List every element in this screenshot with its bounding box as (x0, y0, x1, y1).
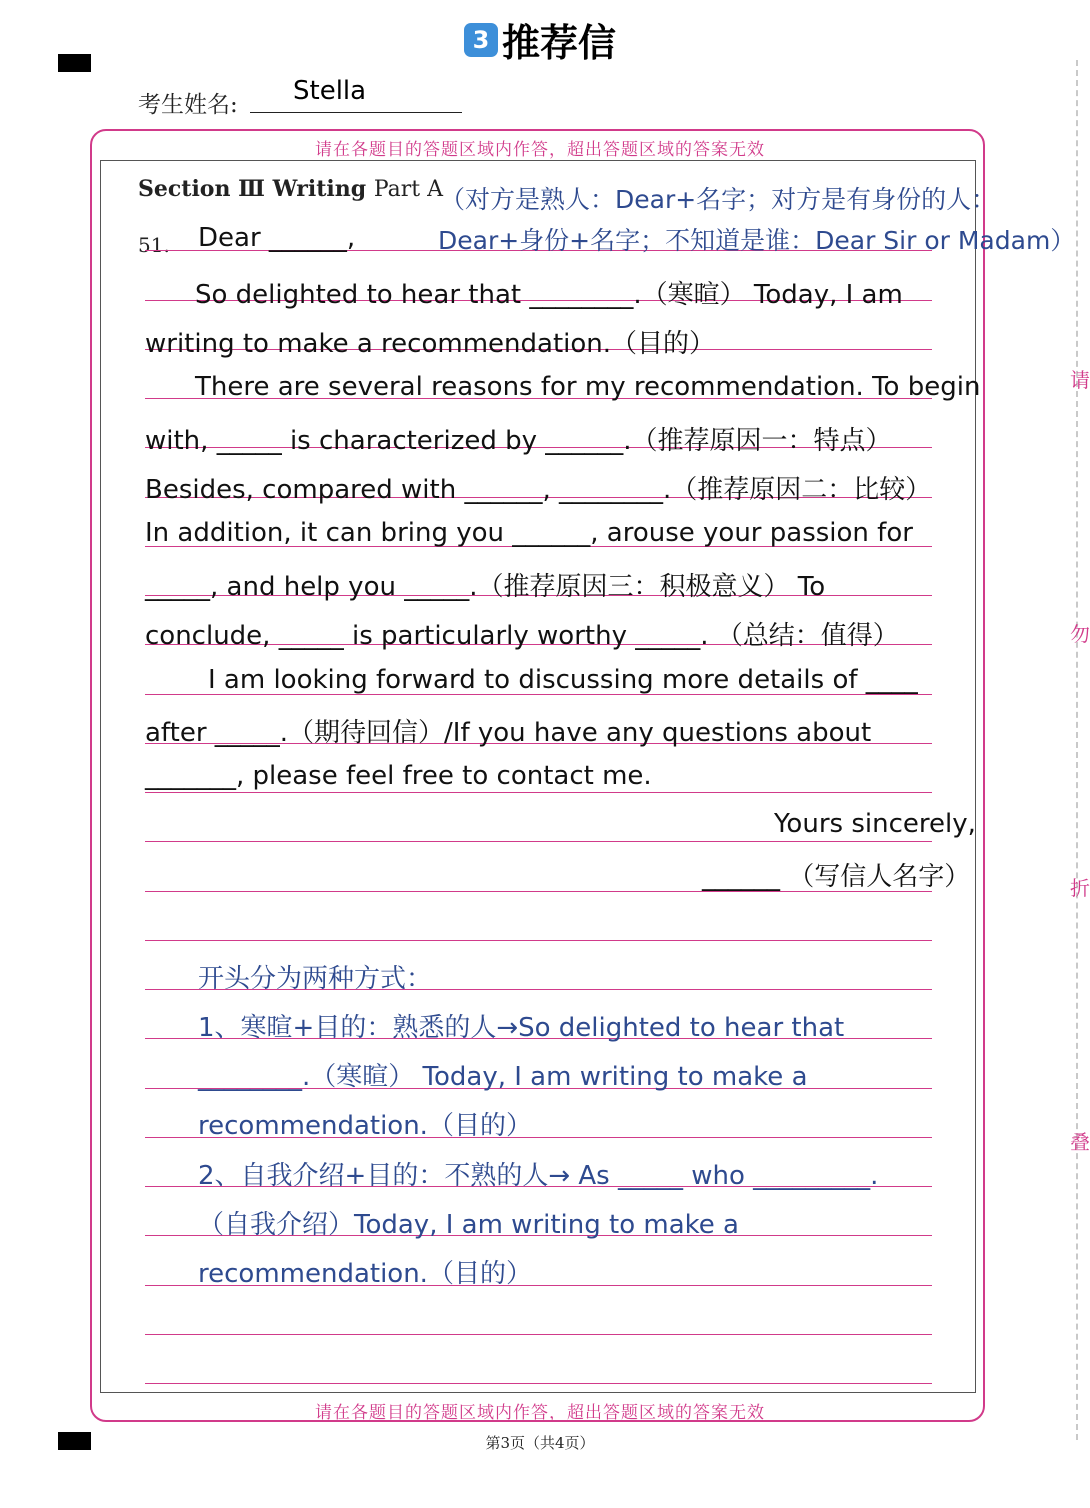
letter-line: after _____.（期待回信）/If you have any questions about (145, 718, 872, 748)
ruled-line (145, 1383, 932, 1384)
tips-line: recommendation.（目的） (198, 1259, 532, 1289)
tips-line: 1、寒暄+目的：熟悉的人→So delighted to hear that (198, 1013, 845, 1043)
warning-bottom: 请在各题目的答题区域内作答，超出答题区域的答案无效 (315, 1403, 765, 1423)
name-underline (250, 112, 462, 113)
closing: Yours sincerely, (774, 809, 976, 839)
title-text: 推荐信 (501, 21, 616, 65)
ruled-line (145, 940, 932, 941)
name-label: 考生姓名: (138, 92, 238, 118)
section-title: Section Ⅲ Writing (138, 176, 367, 202)
side-char-3: 折 (1070, 876, 1090, 900)
salutation: Dear ______, (198, 223, 356, 253)
ruled-line (145, 841, 932, 842)
tips-line: （自我介绍）Today, I am writing to make a (198, 1210, 739, 1240)
tips-line: ________.（寒暄） Today, I am writing to make a (198, 1062, 808, 1092)
side-char-2: 勿 (1070, 622, 1090, 646)
tips-line: 2、自我介绍+目的：不熟的人→ As _____ who _________. (198, 1161, 879, 1191)
name-value: Stella (293, 76, 367, 106)
signature-line: ______ （写信人名字） (702, 862, 971, 892)
letter-line: _____, and help you _____.（推荐原因三：积极意义） To (145, 572, 826, 602)
salutation-note-line-1: （对方是熟人：Dear+名字；对方是有身份的人： (440, 185, 997, 214)
tips-line: recommendation.（目的） (198, 1111, 532, 1141)
letter-line: writing to make a recommendation.（目的） (145, 329, 716, 359)
letter-line: with, _____ is characterized by ______.（推荐原因一：特点） (145, 426, 892, 456)
tips-line: 开头分为两种方式： (198, 964, 433, 994)
warning-top: 请在各题目的答题区域内作答，超出答题区域的答案无效 (315, 140, 765, 160)
ruled-line (145, 792, 932, 793)
side-char-4: 叠 (1070, 1130, 1090, 1154)
letter-line: _______, please feel free to contact me. (145, 761, 652, 791)
letter-line: I am looking forward to discussing more details of ____ (208, 665, 918, 695)
section-part: Part A (373, 177, 443, 202)
letter-line: So delighted to hear that ________.（寒暄） Today, I am (195, 280, 903, 310)
letter-line: In addition, it can bring you ______, arouse your passion for (145, 518, 913, 548)
fold-line (1076, 60, 1078, 1440)
number-badge: 3 (464, 23, 498, 57)
section-heading (138, 176, 443, 202)
question-number: 51. (138, 233, 170, 257)
ruled-line (145, 1334, 932, 1335)
page-number: 第3页（共4页） (485, 1434, 595, 1452)
salutation-note-line-2: Dear+身份+名字；不知道是谁：Dear Sir or Madam） (438, 226, 1076, 255)
letter-line: Besides, compared with ______, ________.（推荐原因二：比较） (145, 475, 932, 505)
side-char-1: 请 (1070, 368, 1090, 392)
page-title (0, 12, 1080, 67)
letter-line: conclude, _____ is particularly worthy _____. （总结：值得） (145, 621, 899, 651)
letter-line: There are several reasons for my recommendation. To begin (195, 372, 981, 402)
